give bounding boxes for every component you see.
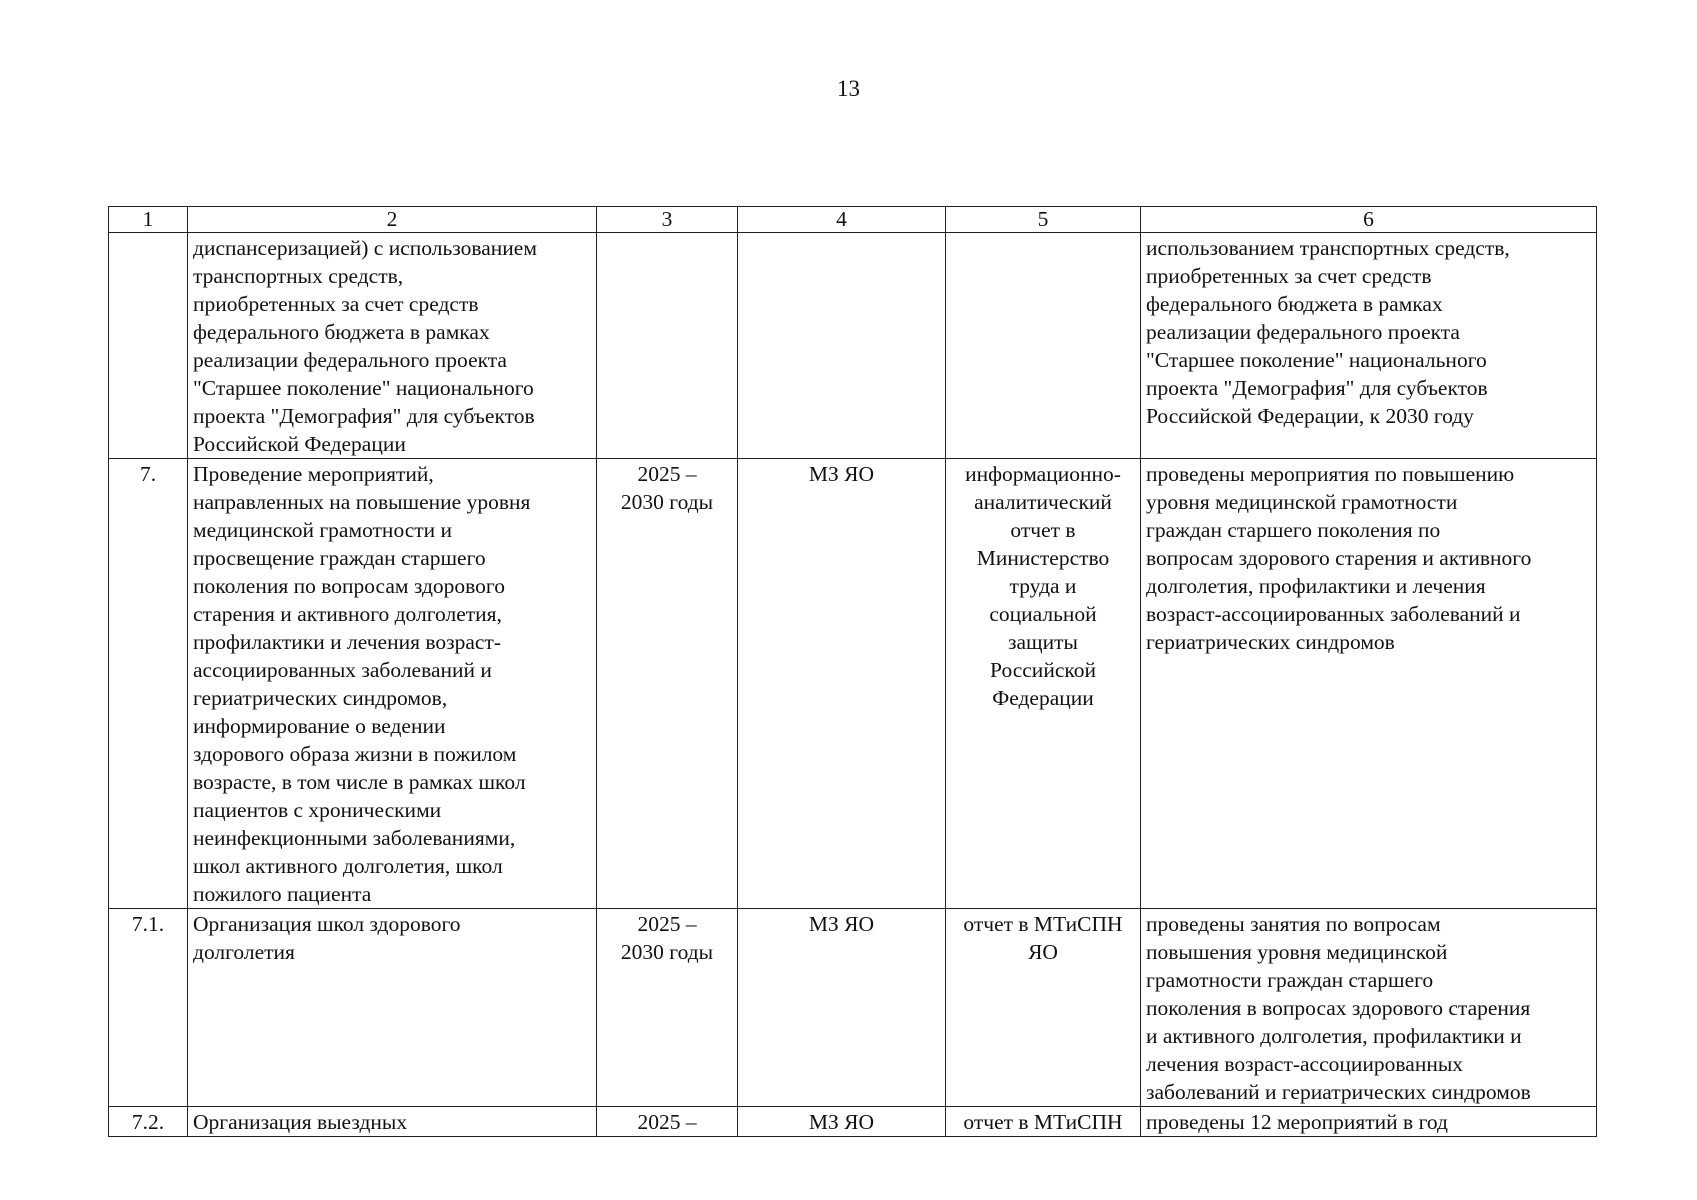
period-cell: 2025 – 2030 годы (597, 459, 738, 909)
executor-cell: МЗ ЯО (738, 459, 946, 909)
executor-cell (738, 233, 946, 459)
event-cell: диспансеризацией) с использованием транспортных средств, приобретенных за счет средств федерального бюджета в рамках реализации федерального проекта "Старшее поколение" национального проекта "Демография" для субъектов Российской Федерации (188, 233, 597, 459)
report-cell: отчет в МТиСПН (946, 1107, 1141, 1137)
executor-cell: МЗ ЯО (738, 909, 946, 1107)
table-row (109, 909, 1597, 1107)
column-header: 4 (738, 207, 946, 233)
column-header: 1 (109, 207, 188, 233)
report-cell: информационно- аналитический отчет в Министерство труда и социальной защиты Российской Федерации (946, 459, 1141, 909)
result-cell: использованием транспортных средств, приобретенных за счет средств федерального бюджета в рамках реализации федерального проекта "Старшее поколение" национального проекта "Демография" для субъектов Российской Федерации, к 2030 году (1141, 233, 1597, 459)
result-cell: проведены 12 мероприятий в год (1141, 1107, 1597, 1137)
table-row (109, 1107, 1597, 1137)
result-cell: проведены занятия по вопросам повышения уровня медицинской грамотности граждан старшего поколения в вопросах здорового старения и активного долголетия, профилактики и лечения возраст-ассоциированных заболеваний и гериатрических синдромов (1141, 909, 1597, 1107)
executor-cell: МЗ ЯО (738, 1107, 946, 1137)
report-cell: отчет в МТиСПН ЯО (946, 909, 1141, 1107)
row-number: 7.2. (109, 1107, 188, 1137)
table-row (109, 233, 1597, 459)
row-number: 7.1. (109, 909, 188, 1107)
column-header: 6 (1141, 207, 1597, 233)
page-number: 13 (837, 76, 860, 101)
result-cell: проведены мероприятия по повышению уровня медицинской грамотности граждан старшего поколения по вопросам здорового старения и активного долголетия, профилактики и лечения возраст-ассоциированных заболеваний и гериатрических синдромов (1141, 459, 1597, 909)
row-number: 7. (109, 459, 188, 909)
table-row (109, 459, 1597, 909)
period-cell: 2025 – (597, 1107, 738, 1137)
period-cell (597, 233, 738, 459)
row-number (109, 233, 188, 459)
measures-table (108, 206, 1597, 1137)
column-number-row (109, 207, 1597, 233)
report-cell (946, 233, 1141, 459)
period-cell: 2025 – 2030 годы (597, 909, 738, 1107)
column-header: 3 (597, 207, 738, 233)
column-header: 5 (946, 207, 1141, 233)
event-cell: Организация выездных (188, 1107, 597, 1137)
column-header: 2 (188, 207, 597, 233)
event-cell: Организация школ здорового долголетия (188, 909, 597, 1107)
event-cell: Проведение мероприятий, направленных на повышение уровня медицинской грамотности и просвещение граждан старшего поколения по вопросам здорового старения и активного долголетия, профилактики и лечения возраст- ассоциированных заболеваний и гериатрических синдромов, информирование о ведении здорового образа жизни в пожилом возрасте, в том числе в рамках школ пациентов с хроническими неинфекционными заболеваниями, школ активного долголетия, школ пожилого пациента (188, 459, 597, 909)
